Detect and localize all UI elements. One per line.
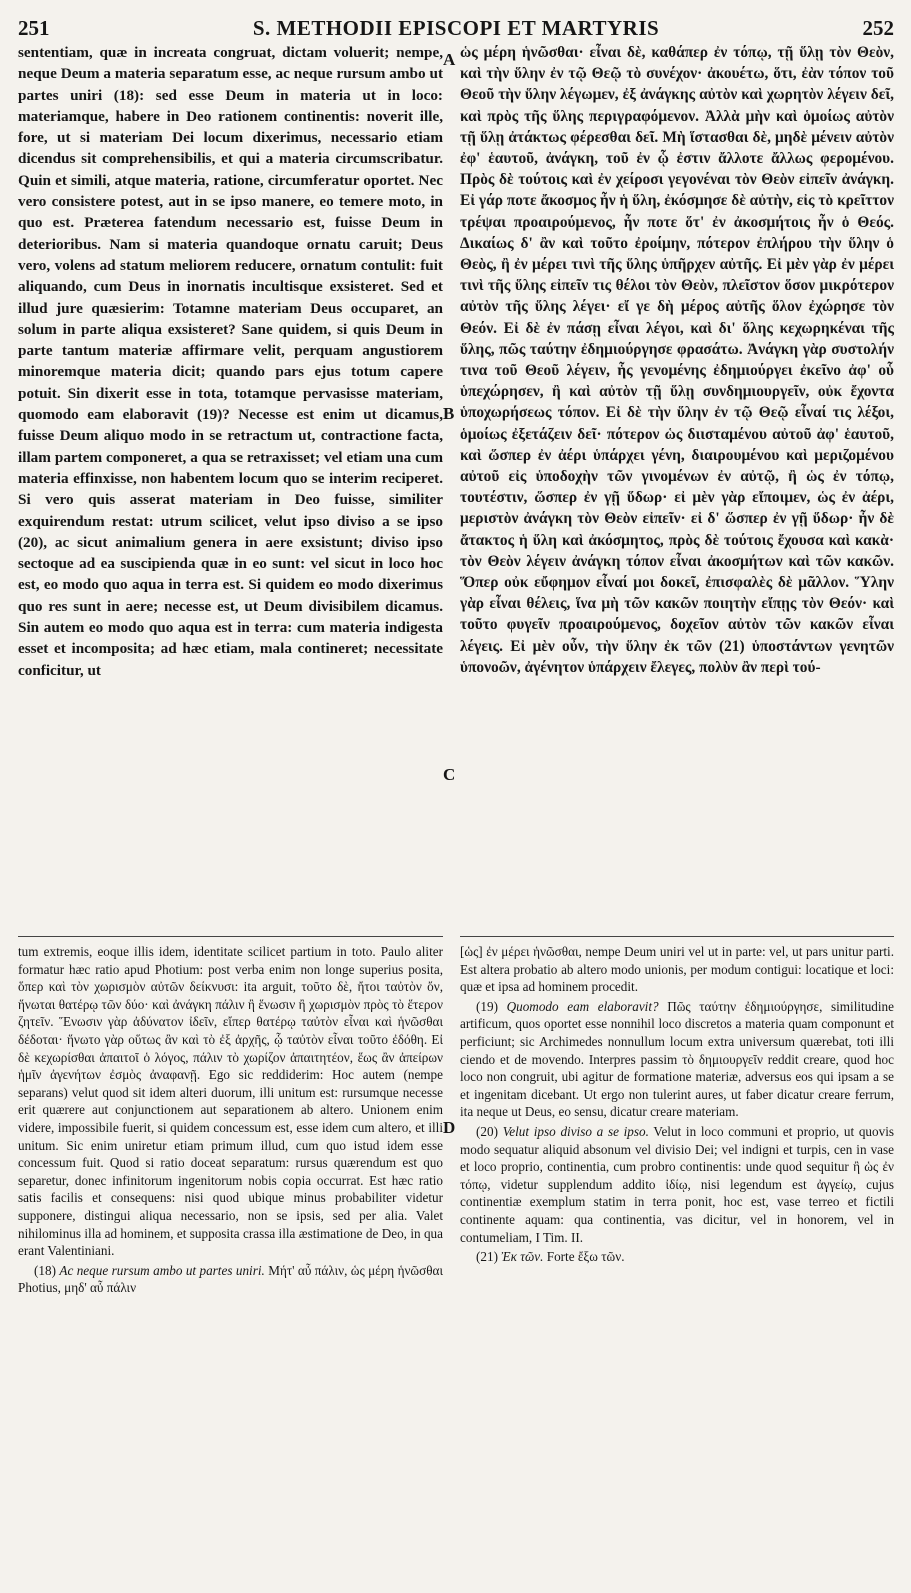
margin-letter-a: A [443,50,456,69]
footnote-19 [460,998,894,1121]
footnote-21-lemma: Ἐκ τῶν. [501,1249,544,1265]
footnote-21-text: Forte ἔξω τῶν. [546,1249,625,1265]
footnotes-left [18,943,443,1297]
footnote-21 [460,1248,894,1266]
latin-column [18,42,443,1297]
footnote-18-lemma: Ac neque rursum ambo ut partes uniri. [59,1262,265,1278]
greek-column [460,42,894,1266]
footnote-20-lemma: Velut ipso diviso a se ipso. [502,1123,649,1139]
page-number-left: 251 [18,16,50,40]
footnote-20-text: Velut in loco communi et proprio, ut quovis modo sequatur aliquid absonum vel divisio Dei; vel indigni et turpis, cen in vase et loco proprio, continentia, cum probro continentis: unde quod sequitur ἢ ὡς ἐν τόπῳ, videtur supplendum addito ἰδίῳ, nisi legendum est ἀγγείῳ, cujus continentiæ exemplum statim in terra ponit, hoc est, vase terreo et fictili continente aquam: qua continentia, vas dicitur, vel in honorem, vel in contumeliam, I Tim. II. [460,1123,894,1245]
footnote-continuation-left: tum extremis, eoque illis idem, identitate scilicet partium in toto. Paulo aliter formatur hæc ratio apud Photium: post verba enim non longe superius posita, ὅπερ καὶ τὸν χωρισμὸν αὐτῶν δείκνυσι: ita arguit, τοῦτο δὲ, ἤτοι ταὐτὸν ὄν, ἥνωται θατέρῳ τῶν δύο· καὶ ἀνάγκη πάλιν ἢ ἕνωσιν ἢ χωρισμὸν πρὸς τὸ ἕτερον ζητεῖν. Ἕνωσιν γὰρ ἀδύνατον ἰδεῖν, εἴπερ θατέρῳ ταὐτὸν εἶναι καὶ ἡνῶσθαι δέδοται· ἥνωτο γὰρ οὕτως ἂν καὶ τὸ ἐξ ἀρχῆς, ᾧ ταὐτὸν εἶναι τοῦτο ἐδόθη. Εἰ δὲ κεχωρίσθαι ἀπαιτοῖ ὁ λόγος, πάλιν τὸ χωρίζον ἀπαιτητέον, ἕως ἂν ἀπείρων ἡμῖν ἀγενήτων ἐσμὸς ἀναφανῇ. Ego sic reddiderim: Hoc autem (nempe separans) velut quod sit idem alteri duorum, illi unitum est: rursumque necesse erit quærere aut conjunctionem aut separationem ab altero. Unionem enim videre, impossibile fuerit, si quidem concessum est, esse idem cum altero, et illi unitum. Sic enim uniretur etiam primum illud, cum quo istud idem esse concessum fuit. Quod si ratio doceat separatum: rursus quærendum est quo separetur, donec infinitorum ingenitorum nobis copia occurrat. Est hæc ratio satis facilis et consequens: nisi quod ubique minus probabiliter videtur supponere, distingui aliqua necessario, non se ipsis, sed per alia. Valet nihilominus illa ad hominem, et supposita crassa illa æstimatione de Deo, in qua erant Valentiniani. [18,944,443,1259]
footnotes-right [460,943,894,1266]
margin-letter-b: B [443,404,455,423]
footnote-21-ref: (21) [476,1249,498,1265]
page-header [16,10,896,40]
footnote-20 [460,1123,894,1246]
notes-divider-right [460,936,894,937]
footnote-20-ref: (20) [476,1123,498,1139]
footnote-18 [18,1262,443,1297]
running-title: S. METHODII EPISCOPI ET MARTYRIS [252,16,660,40]
footnote-19-lemma: Quomodo eam elaboravit? [506,998,659,1014]
footnote-19-ref: (19) [476,998,498,1014]
notes-divider-left [18,936,443,937]
footnote-continuation-right: [ὡς] ἐν μέρει ἡνῶσθαι, nempe Deum uniri vel ut in parte: vel, ut pars unitur parti. Est altera probatio ab altero modo unionis, per modum contigui: locatique et loci: quæ et ipsa ad hominem procedit. [460,944,894,995]
footnote-18-text: Μήτ' αὖ πάλιν, ὡς μέρη ἡνῶσθαι Photius, μηδ' αὖ πάλιν [18,1262,443,1296]
margin-letter-d: D [443,1118,456,1137]
footnote-18-ref: (18) [34,1262,56,1278]
footnote-19-text: Πῶς ταύτην ἐδημιούργησε, similitudine artificum, quos oportet esse nonnihil loco discretos a materia quam componunt et perficiunt; sic Archimedes nonnullum locum extra universum quærebat, toti illi ciendo et de movendo. Interpres passim τὸ δημιουργεῖν reddit creare, quod hoc loco non congruit, ubi agitur de formatione materiæ, adversus eos qui ipsam a se et ingenitam dicebant. Ut ergo non tulerint aures, ut faber dicatur creare ferrum, ita neque ut Deus, eo sensu, dicatur creare materiam. [460,998,894,1120]
margin-letter-c: C [443,765,456,784]
page-number-right: 252 [862,16,894,40]
latin-main-text: sententiam, quæ in increata congruat, dictam voluerit; nempe, neque Deum a materia separatum esse, ac neque rursum ambo ut partes uniri (18): sed esse Deum in materia ut in loco: materiamque, habere in Deo rationem continentis: noverit ille, fore, ut si materiam Dei locum dixerimus, necessario etiam dicendus sit comprehensibilis, et qui a materia circumscribatur. Quin et simili, atque materia, ratione, circumferatur oportet. Nec vero consistere potest, aut in se ipso manere, eo temere moto, in quo est. Præterea fatendum necessario est, fuisse Deum in deterioribus. Nam si materia quandoque ornatu caruit; Deus vero, volens ad statum meliorem reducere, ornatum contulit: fuit aliquando, cum Deus in inornatis incultisque exsisteret. Sed et illud jure quæsierim: Totamne materiam Deus occuparet, an solum in parte aliqua exsisteret? Sane quidem, si quis Deum in parte tantum materiæ affirmare velit, perquam angustiorem minoremque materia dicit; quando pars ejus totum capere potuit. Sin dixerit esse in tota, totamque pervasisse materiam, quomodo eam elaboravit (19)? Necesse est enim ut dicamus, fuisse Deum aliquo modo in se retractum ut, contractione facta, illam partem componeret, a qua se retraxisset; vel etiam una cum materia effinxisse, non habentem locum quo se interim reciperet. Si vero quis asserat materiam in Deo fuisse, similiter exquirendum restat: utrum scilicet, velut ipso diviso a se ipso (20), ac sicut animalium genera in aere exsistunt; diviso ipso sectoque ad ea suscipienda quæ in eo sunt: vel sicut in loco hoc est, eo modo quo aqua in terra est. Si quidem eo modo dixerimus quo res sunt in aere; necesse est, ut Deum divisibilem dicamus. Sin autem eo modo quo aqua est in terra: cum materia indigesta esset et incomposita; ad hæc etiam, mala contineret; necessitate conficitur, ut [18,44,443,679]
greek-main-text: ὡς μέρη ἡνῶσθαι· εἶναι δὲ, καθάπερ ἐν τόπῳ, τῇ ὕλῃ τὸν Θεὸν, καὶ τὴν ὕλην ἐν τῷ Θεῷ τὸ συνέχον· ἀκουέτω, ὅτι, ἐὰν τόπον τοῦ Θεοῦ τὴν ὕλην λέγωμεν, ἐξ ἀνάγκης αὐτὸν καὶ χωρητὸν λέγειν δεῖ, καὶ πρὸς τῆς ὕλης περιγραφόμενον. Ἀλλὰ μὴν καὶ ὁμοίως αὐτὸν τῇ ὕλῃ ἀτάκτως φέρεσθαι δεῖ. Μὴ ἵστασθαι δὲ, μηδὲ μένειν αὐτὸν ἐφ' ἑαυτοῦ, ἀνάγκη, τοῦ ἐν ᾧ ἐστιν ἄλλοτε ἄλλως φερομένου. Πρὸς δὲ τούτοις καὶ ἐν χείροσι γεγονέναι τὸν Θεὸν εἰπεῖν ἀνάγκη. Εἰ γάρ ποτε ἄκοσμος ἦν ἡ ὕλη, ἐκόσμησε δὲ αὐτὴν, εἰς τὸ κρεῖττον τρέψαι προαιρούμενος, ἦν ποτε ὅτ' ἐν ἀκοσμήτοις ἦν ὁ Θεός. Δικαίως δ' ἂν καὶ τοῦτο ἐροίμην, πότερον ἐπλήρου τὴν ὕλην ὁ Θεὸς, ἢ ἐν μέρει τινὶ τῆς ὕλης ὑπῆρχεν αὐτῆς. Εἰ μὲν γὰρ ἐν μέρει τινὶ τῆς ὕλης εἰπεῖν τις θέλοι τὸν Θεὸν, πλεῖστον ὅσον μικρότερον αὐτὸν τῆς ὕλης λέγει· εἴ γε δὴ μέρος αὐτῆς ὅλον ἐχώρησε τὸν Θεόν. Εἰ δὲ ἐν πάσῃ εἶναι λέγοι, καὶ δι' ὅλης κεχωρηκέναι τῆς ὕλης, πῶς ταύτην ἐδημιούργησε φρασάτω. Ἀνάγκη γὰρ συστολήν τινα τοῦ Θεοῦ λέγειν, ἧς γενομένης ἐδημιούργει ἐκεῖνο ἀφ' οὗ ὑπεχώρησεν, ἢ καὶ αὐτὸν τῇ ὕλῃ συνδημιουργεῖν, οὐκ ἔχοντα ὑποχωρήσεως τόπον. Εἰ δὲ τὴν ὕλην ἐν τῷ Θεῷ εἶναί τις λέξοι, ὁμοίως ἐξετάζειν δεῖ· πότερον ὡς διισταμένου αὐτοῦ ἀφ' ἑαυτοῦ, καὶ ὥσπερ ἐν ἀέρι ὑπάρχει γένη, διαιρουμένου καὶ μεριζομένου αὐτοῦ εἰς ὑποδοχὴν τῶν γινομένων ἐν αὐτῷ, ἢ ὡς ἐν τόπῳ, τουτέστιν, ὥσπερ ἐν γῇ ὕδωρ· εἰ μὲν γὰρ εἴποιμεν, ὡς ἐν ἀέρι, μεριστὸν ἀνάγκη τὸν Θεὸν εἰπεῖν· εἰ δ' ὥσπερ ἐν γῇ ὕδωρ· ἦν δὲ ἄτακτος ἡ ὕλη καὶ ἀκόσμητος, πρὸς δὲ τούτοις ἔχουσα καὶ κακὰ· τὸν Θεὸν λέγειν ἀνάγκη τόπον εἶναι ἀκοσμήτων καὶ τῶν κακῶν. Ὅπερ οὐκ εὔφημον εἶναί μοι δοκεῖ, ἐπισφαλὲς δὲ μᾶλλον. Ὕλην γὰρ εἶναι θέλεις, ἵνα μὴ τῶν κακῶν ποιητὴν εἴπῃς τὸν Θεόν· καὶ τοῦτο φυγεῖν προαιρούμενος, δοχεῖον αὐτὸν τῶν κακῶν εἶναι λέγεις. Εἰ μὲν οὖν, τὴν ὕλην ἐκ τῶν (21) ὑποστάντων γενητῶν ὑπονοῶν, ἀγένητον ὑπάρχειν ἔλεγες, πολὺν ἂν περὶ τού- [460,44,894,676]
